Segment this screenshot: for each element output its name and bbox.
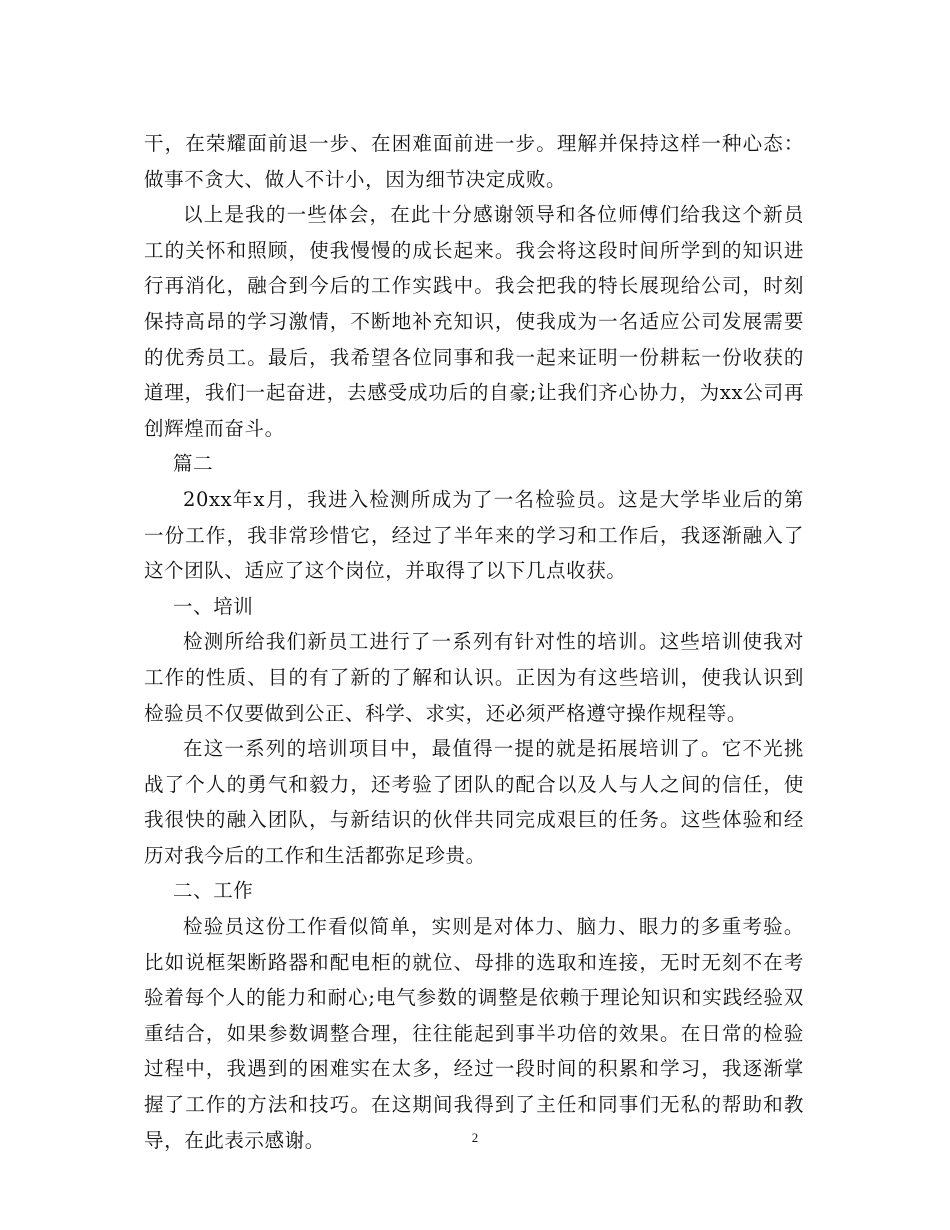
paragraph-training-1: 检测所给我们新员工进行了一系列有针对性的培训。这些培训使我对工作的性质、目的有了新的了解和认识。正因为有这些培训，使我认识到检验员不仅要做到公正、科学、求实，还必须严格遵守操作规程等。 xyxy=(144,630,804,725)
paragraph-intro: 20xx年x月，我进入检测所成为了一名检验员。这是大学毕业后的第一份工作，我非常珍惜它，经过了半年来的学习和工作后，我逐渐融入了这个团队、适应了这个岗位，并取得了以下几点收获。 xyxy=(144,487,804,583)
paragraph-training-2: 在这一系列的培训项目中，最值得一提的就是拓展培训了。它不光挑战了个人的勇气和毅力，还考验了团队的配合以及人与人之间的信任，使我很快的融入团队，与新结识的伙伴共同完成艰巨的任务。这些体验和经历对我今后的工作和生活都弥足珍贵。 xyxy=(144,737,804,867)
heading-training: 一、培训 xyxy=(173,594,254,618)
heading-work: 二、工作 xyxy=(173,879,254,903)
paragraph-work: 检验员这份工作看似简单，实则是对体力、脑力、眼力的多重考验。比如说框架断路器和配电柜的就位、母排的选取和连接，无时无刻不在考验着每个人的能力和耐心;电气参数的调整是依赖于理论知识和实践经验双重结合，如果参数调整合理，往往能起到事半功倍的效果。在日常的检验过程中，我遇到的困难实在太多，经过一段时间的积累和学习，我逐渐掌握了工作的方法和技巧。在这期间我得到了主任和同事们无私的帮助和教导，在此表示感谢。 xyxy=(144,915,804,1152)
section-title-part-two: 篇二 xyxy=(173,452,214,476)
paragraph-gratitude: 以上是我的一些体会，在此十分感谢领导和各位师傅们给我这个新员工的关怀和照顾，使我慢慢的成长起来。我会将这段时间所学到的知识进行再消化，融合到今后的工作实践中。我会把我的特长展现给公司，时刻保持高昂的学习激情，不断地补充知识，使我成为一名适应公司发展需要的优秀员工。最后，我希望各位同事和我一起来证明一份耕耘一份收获的道理，我们一起奋进，去感受成功后的自豪;让我们齐心协力，为xx公司再创辉煌而奋斗。 xyxy=(144,203,804,440)
page-number: 2 xyxy=(471,1130,479,1145)
paragraph-continuation: 干，在荣耀面前退一步、在困难面前进一步。理解并保持这样一种心态：做事不贪大、做人不计小，因为细节决定成败。 xyxy=(144,132,804,191)
document-body xyxy=(144,126,804,1158)
